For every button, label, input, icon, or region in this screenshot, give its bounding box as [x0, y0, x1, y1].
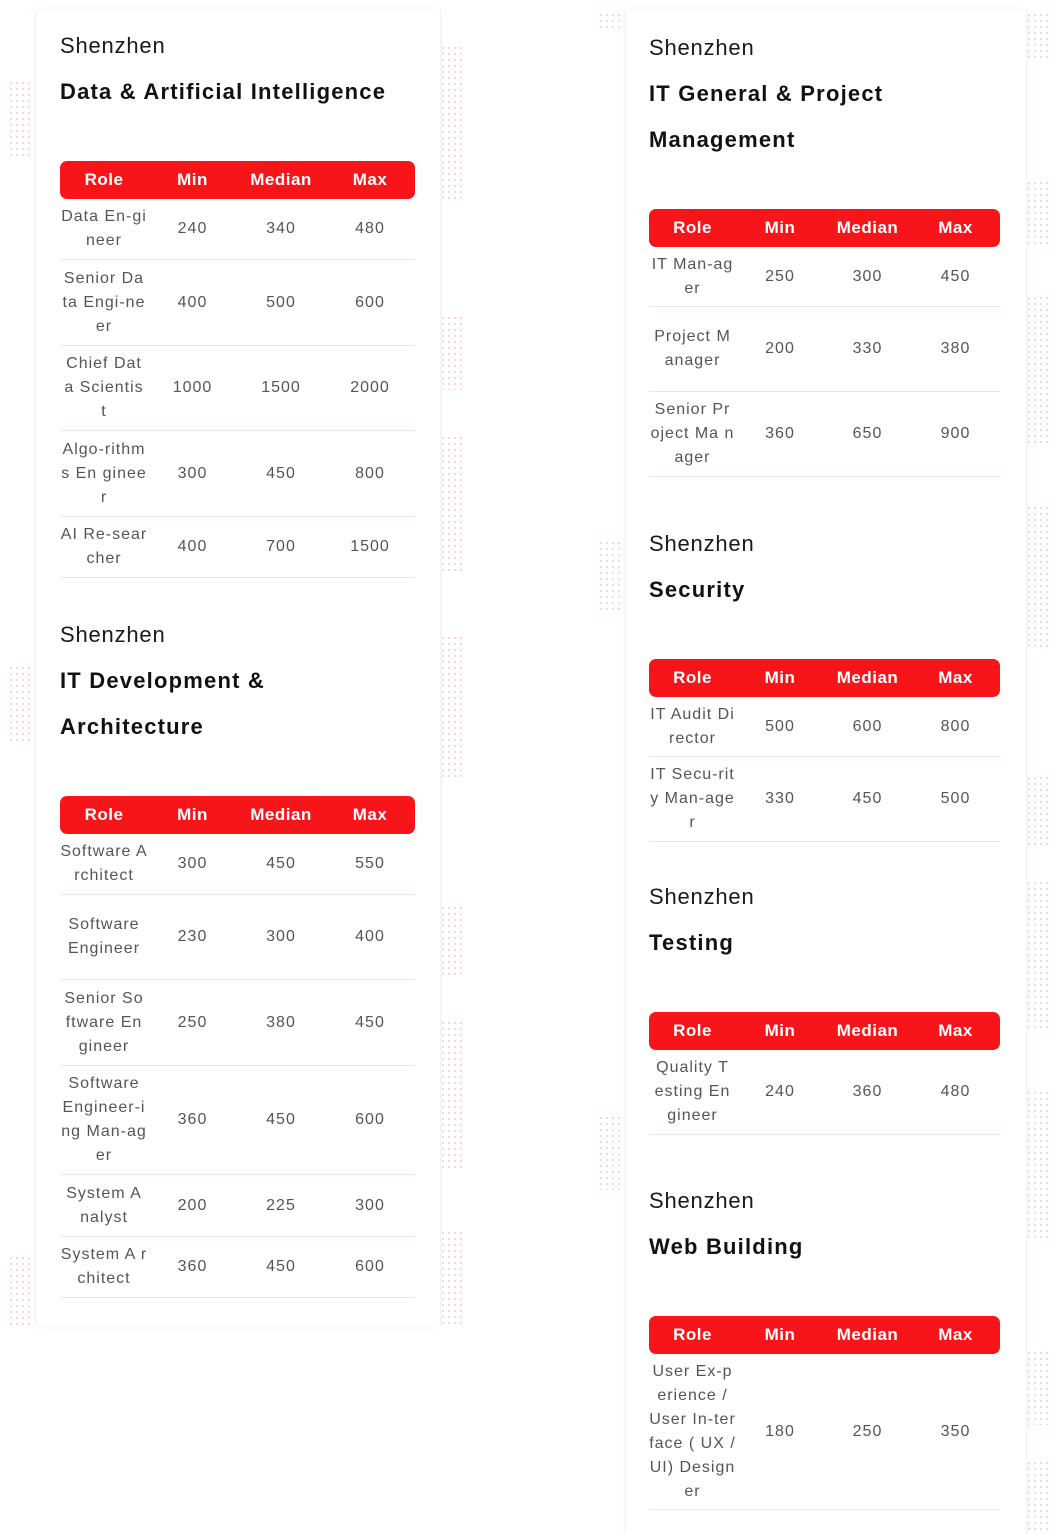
median-cell: 700: [237, 517, 325, 578]
role-cell: IT Secu-rity Man-ager: [649, 757, 736, 842]
header-max: Max: [911, 1012, 1000, 1050]
max-cell: 480: [911, 1050, 1000, 1135]
max-cell: 350: [911, 1354, 1000, 1510]
median-cell: 330: [824, 307, 911, 392]
role-cell: Chief Dat a Scientis t: [60, 346, 148, 431]
header-role: Role: [60, 796, 148, 834]
median-cell: 340: [237, 199, 325, 260]
min-cell: 360: [148, 1066, 237, 1175]
role-cell: IT Man-ager: [649, 247, 736, 307]
category-title: Web Building: [649, 1234, 804, 1259]
dot-pattern-right: [1026, 1350, 1052, 1425]
max-cell: 600: [325, 1237, 415, 1298]
max-cell: 600: [325, 1066, 415, 1175]
max-cell: 800: [911, 697, 1000, 757]
dot-pattern-right: [1026, 880, 1052, 1030]
role-cell: System A nalyst: [60, 1175, 148, 1237]
dot-pattern-left: [8, 665, 34, 743]
header-median: Median: [824, 659, 911, 697]
header-min: Min: [736, 1012, 824, 1050]
table-row: [60, 1175, 415, 1237]
category-title: IT Development & Architecture: [60, 668, 266, 739]
role-cell: Software Engineer: [60, 895, 148, 980]
min-cell: 200: [736, 307, 824, 392]
category-title: Security: [649, 577, 746, 602]
table-row: [60, 834, 415, 895]
salary-section-it-development: [60, 612, 420, 1298]
dot-pattern-left: [8, 80, 34, 158]
role-cell: Software Engineer-ing Man-ager: [60, 1066, 148, 1175]
header-median: Median: [237, 161, 325, 199]
role-cell: Quality T esting En gineer: [649, 1050, 736, 1135]
role-cell: Senior So ftware En gineer: [60, 980, 148, 1066]
table-row: [649, 697, 1000, 757]
salary-table: [649, 1316, 1000, 1510]
max-cell: 450: [911, 247, 1000, 307]
header-median: Median: [824, 1316, 911, 1354]
table-row: [60, 199, 415, 260]
max-cell: 900: [911, 392, 1000, 477]
median-cell: 300: [824, 247, 911, 307]
median-cell: 450: [237, 1237, 325, 1298]
header-role: Role: [649, 659, 736, 697]
median-cell: 250: [824, 1354, 911, 1510]
median-cell: 450: [237, 431, 325, 517]
dot-pattern-right: [1026, 12, 1052, 62]
median-cell: 500: [237, 260, 325, 346]
max-cell: 400: [325, 895, 415, 980]
salary-section-testing: [649, 874, 1009, 1178]
max-cell: 450: [325, 980, 415, 1066]
max-cell: 600: [325, 260, 415, 346]
max-cell: 380: [911, 307, 1000, 392]
dot-pattern-mid-right: [598, 12, 624, 32]
header-min: Min: [148, 796, 237, 834]
header-min: Min: [736, 209, 824, 247]
salary-section-it-general: [649, 25, 1009, 521]
min-cell: 250: [148, 980, 237, 1066]
max-cell: 500: [911, 757, 1000, 842]
median-cell: 225: [237, 1175, 325, 1237]
max-cell: 300: [325, 1175, 415, 1237]
salary-table: [649, 659, 1000, 842]
dot-pattern-right: [1026, 295, 1052, 445]
min-cell: 230: [148, 895, 237, 980]
left-column: [60, 23, 420, 1298]
median-cell: 380: [237, 980, 325, 1066]
role-cell: AI Re-searcher: [60, 517, 148, 578]
min-cell: 1000: [148, 346, 237, 431]
dot-pattern-left: [8, 1255, 34, 1327]
median-cell: 650: [824, 392, 911, 477]
salary-section-web-building: [649, 1178, 1009, 1510]
table-row: [60, 980, 415, 1066]
table-row: [60, 346, 415, 431]
category-title: Testing: [649, 930, 734, 955]
dot-pattern-mid-right: [598, 540, 624, 610]
header-max: Max: [325, 161, 415, 199]
median-cell: 450: [237, 1066, 325, 1175]
median-cell: 600: [824, 697, 911, 757]
header-role: Role: [649, 1316, 736, 1354]
min-cell: 240: [736, 1050, 824, 1135]
dot-pattern-right: [1026, 1460, 1052, 1534]
salary-table: [60, 796, 415, 1298]
dot-pattern-right: [1026, 180, 1052, 245]
dot-pattern-mid: [440, 435, 466, 575]
dot-pattern-mid: [440, 1230, 466, 1325]
min-cell: 300: [148, 834, 237, 895]
min-cell: 240: [148, 199, 237, 260]
header-role: Role: [649, 1012, 736, 1050]
min-cell: 330: [736, 757, 824, 842]
city-label: Shenzhen: [649, 1188, 755, 1213]
median-cell: 360: [824, 1050, 911, 1135]
min-cell: 360: [148, 1237, 237, 1298]
table-row: [649, 1050, 1000, 1135]
city-label: Shenzhen: [60, 622, 166, 647]
min-cell: 250: [736, 247, 824, 307]
salary-section-data-ai: [60, 23, 420, 612]
city-label: Shenzhen: [649, 884, 755, 909]
table-row: [649, 1354, 1000, 1510]
table-row: [60, 431, 415, 517]
median-cell: 300: [237, 895, 325, 980]
category-title: IT General & Project Management: [649, 81, 884, 152]
role-cell: Senior Pr oject Ma nager: [649, 392, 736, 477]
dot-pattern-mid: [440, 45, 466, 200]
salary-section-security: [649, 521, 1009, 874]
role-cell: IT Audit Director: [649, 697, 736, 757]
min-cell: 400: [148, 517, 237, 578]
dot-pattern-mid: [440, 635, 466, 780]
min-cell: 200: [148, 1175, 237, 1237]
role-cell: Project M anager: [649, 307, 736, 392]
role-cell: Software Architect: [60, 834, 148, 895]
city-label: Shenzhen: [60, 33, 166, 58]
header-min: Min: [148, 161, 237, 199]
min-cell: 400: [148, 260, 237, 346]
header-median: Median: [237, 796, 325, 834]
header-role: Role: [60, 161, 148, 199]
median-cell: 450: [237, 834, 325, 895]
table-row: [649, 307, 1000, 392]
dot-pattern-mid: [440, 315, 466, 390]
header-min: Min: [736, 1316, 824, 1354]
dot-pattern-mid: [440, 1020, 466, 1170]
table-row: [60, 517, 415, 578]
right-column: [649, 25, 1009, 1510]
min-cell: 500: [736, 697, 824, 757]
salary-table: [649, 1012, 1000, 1135]
max-cell: 800: [325, 431, 415, 517]
max-cell: 1500: [325, 517, 415, 578]
header-max: Max: [911, 209, 1000, 247]
median-cell: 1500: [237, 346, 325, 431]
header-max: Max: [325, 796, 415, 834]
role-cell: User Ex-perience / User In-terface ( UX / UI) Designer: [649, 1354, 736, 1510]
role-cell: Senior Da ta Engi-neer: [60, 260, 148, 346]
median-cell: 450: [824, 757, 911, 842]
table-row: [60, 260, 415, 346]
min-cell: 300: [148, 431, 237, 517]
table-row: [60, 1066, 415, 1175]
city-label: Shenzhen: [649, 531, 755, 556]
table-row: [649, 757, 1000, 842]
max-cell: 550: [325, 834, 415, 895]
table-row: [60, 1237, 415, 1298]
table-row: [60, 895, 415, 980]
dot-pattern-right: [1026, 775, 1052, 845]
category-title: Data & Artificial Intelligence: [60, 79, 387, 104]
max-cell: 480: [325, 199, 415, 260]
role-cell: Algo-rithms En gineer: [60, 431, 148, 517]
role-cell: Data En-gineer: [60, 199, 148, 260]
min-cell: 360: [736, 392, 824, 477]
salary-table: [60, 161, 415, 578]
role-cell: System A rchitect: [60, 1237, 148, 1298]
header-role: Role: [649, 209, 736, 247]
header-median: Median: [824, 209, 911, 247]
dot-pattern-right: [1026, 1090, 1052, 1240]
header-median: Median: [824, 1012, 911, 1050]
dot-pattern-mid-right: [598, 1115, 624, 1190]
city-label: Shenzhen: [649, 35, 755, 60]
min-cell: 180: [736, 1354, 824, 1510]
dot-pattern-right: [1026, 505, 1052, 650]
table-row: [649, 392, 1000, 477]
header-max: Max: [911, 1316, 1000, 1354]
salary-table: [649, 209, 1000, 477]
dot-pattern-mid: [440, 905, 466, 975]
max-cell: 2000: [325, 346, 415, 431]
header-min: Min: [736, 659, 824, 697]
header-max: Max: [911, 659, 1000, 697]
table-row: [649, 247, 1000, 307]
